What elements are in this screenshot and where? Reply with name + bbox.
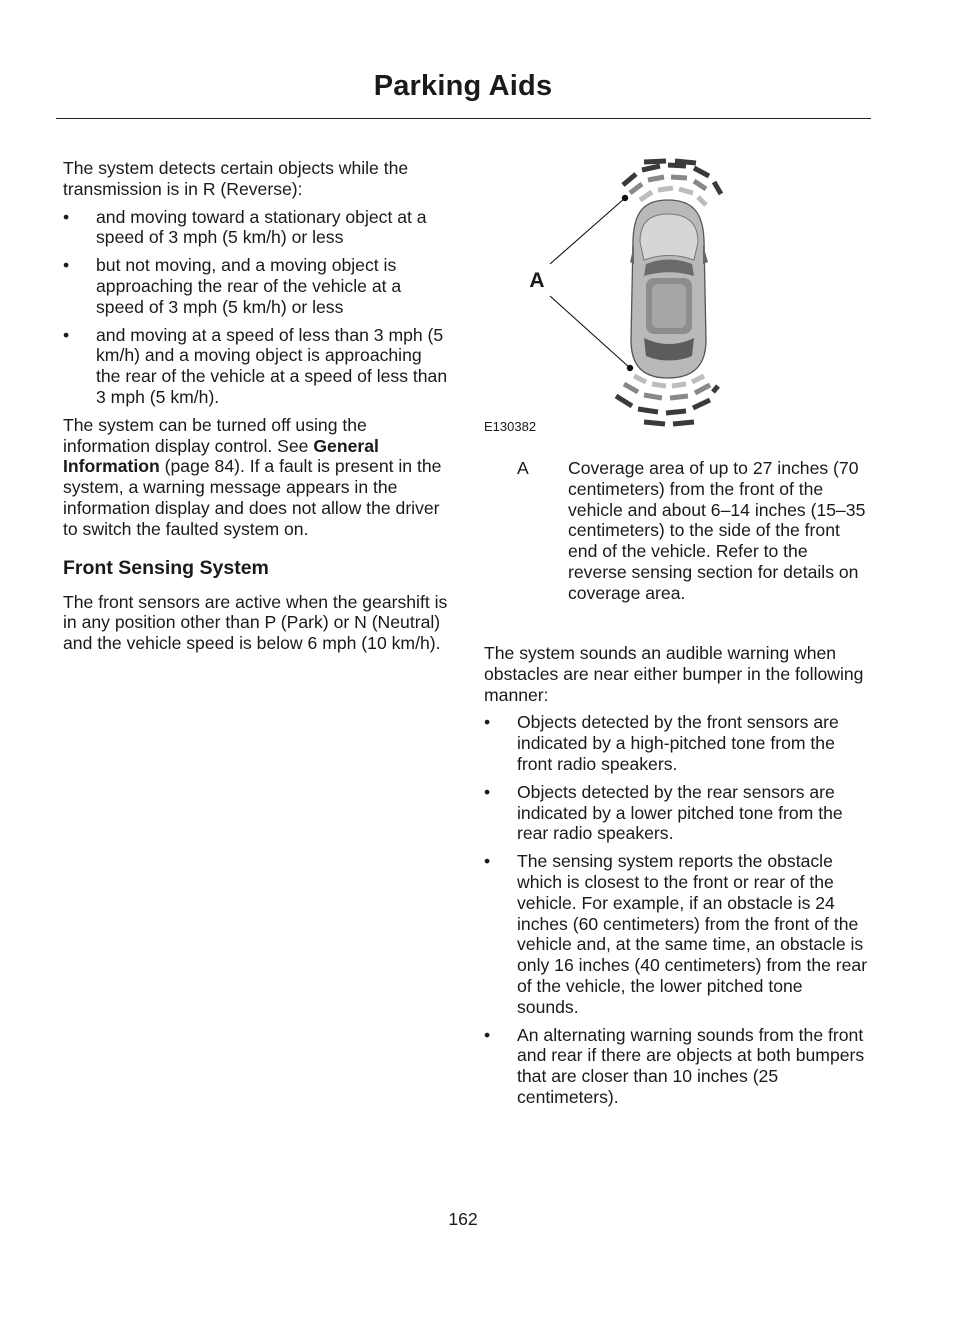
rear-sensor-arcs xyxy=(616,376,718,424)
bullet: • xyxy=(63,324,70,345)
key-description: Coverage area of up to 27 inches (70 centimeters) from the front of the vehicle and about 6–14 inches (15–35 centimeters) to the side of the front end of the vehicle. Refer to the reverse sensing section for details on coverage area. xyxy=(568,458,866,603)
list-item-text: and moving toward a stationary object at a speed of 3 mph (5 km/h) or less xyxy=(96,206,427,248)
list-item xyxy=(63,325,448,408)
list-item-text: The sensing system reports the obstacle which is closest to the front or rear of the vehicle. For example, if an obstacle is 24 inches (60 centimeters) from the front of the vehicle and, at the same time, an obstacle is only 16 inches (40 centimeters) from the rear of the vehicle, the lower pitched tone sounds. xyxy=(517,851,868,1017)
list-item-text: but not moving, and a moving object is approaching the rear of the vehicle at a speed of 3 mph (5 km/h) or less xyxy=(96,255,402,317)
figure-key-table xyxy=(484,458,869,604)
car-top-view xyxy=(630,200,708,378)
list-item xyxy=(484,782,869,844)
warning-intro-paragraph: The system sounds an audible warning when obstacles are near either bumper in the following manner: xyxy=(484,643,864,705)
list-item xyxy=(484,1025,869,1108)
figure-id: E130382 xyxy=(484,419,537,434)
turn-off-paragraph xyxy=(63,415,448,540)
turn-off-text: The system can be turned off using the information display control. See xyxy=(63,414,367,456)
bullet: • xyxy=(484,712,491,733)
front-sensors-paragraph: The front sensors are active when the gearshift is in any position other than P (Park) or N (Neutral) and the vehicle speed is below 6 mph (10 km/h). xyxy=(63,591,448,654)
list-item xyxy=(63,255,448,317)
callout-lines xyxy=(550,195,633,371)
list-item xyxy=(484,712,869,774)
bullet: • xyxy=(63,206,70,227)
parking-sensor-diagram xyxy=(484,150,870,440)
key-label: A xyxy=(517,458,529,478)
list-item-text: Objects detected by the front sensors are indicated by a high-pitched tone from the front radio speakers. xyxy=(517,712,839,774)
bullet: • xyxy=(63,255,70,276)
page-number: 162 xyxy=(448,1209,478,1229)
turn-off-text-cont: (page 84). If a fault is present in the system, a warning message appears in the information display and does not allow the driver to switch the faulted system on. xyxy=(63,456,442,539)
general-information-link[interactable]: General Information xyxy=(63,435,379,477)
front-sensor-arcs xyxy=(623,161,721,205)
intro-paragraph: The system detects certain objects while the transmission is in R (Reverse): xyxy=(63,158,409,199)
warning-behavior-list xyxy=(484,712,869,1107)
right-column xyxy=(484,643,869,1115)
callout-label: A xyxy=(529,269,545,292)
section-heading: Front Sensing System xyxy=(63,556,269,579)
left-column xyxy=(63,158,448,654)
reverse-conditions-list xyxy=(63,207,448,408)
bullet: • xyxy=(484,1024,491,1045)
page-title: Parking Aids xyxy=(373,70,553,102)
list-item xyxy=(484,851,869,1017)
bullet: • xyxy=(484,851,491,872)
list-item xyxy=(63,207,448,249)
title-divider xyxy=(56,118,871,119)
list-item-text: Objects detected by the rear sensors are indicated by a lower pitched tone from the rear radio speakers. xyxy=(517,781,843,844)
bullet: • xyxy=(484,781,491,802)
list-item-text: and moving at a speed of less than 3 mph (5 km/h) and a moving object is approaching the rear of the vehicle at a speed of less than 3 mph (5 km/h). xyxy=(96,324,448,407)
list-item-text: An alternating warning sounds from the front and rear if there are objects at both bumpers that are closer than 10 inches (25 centimeters). xyxy=(517,1024,865,1107)
